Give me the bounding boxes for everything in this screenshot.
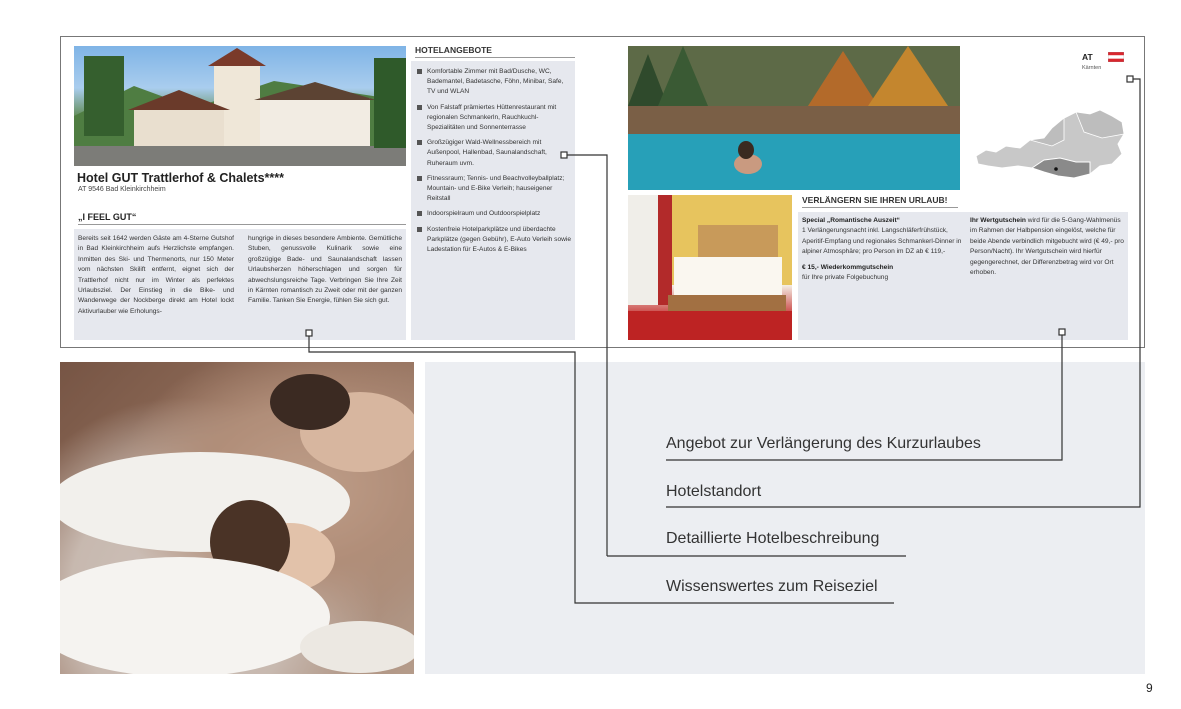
location-region: Kärnten — [1082, 65, 1102, 71]
square-bullet-icon — [417, 140, 422, 145]
legend-item-extension-offer: Angebot zur Verlängerung des Kurzurlaubes — [666, 435, 981, 452]
list-item: Großzügiger Wald-Wellnessbereich mit Außenpool, Hallenbad, Saunalandschaft, Ruheraum uvm. — [417, 138, 573, 169]
austria-flag-icon — [1108, 52, 1124, 62]
hotel-description-col1: Bereits seit 1642 werden Gäste am 4-Sterne Gutshof in Bad Kleinkirchheim aufs Herzlichste empfangen. Inmitten des Ski- und Thermenorts, nur 150 Meter vom nächsten Skilift entfernt, eignet sich der Trattlerhof nicht nur im Winter als perfektes Urlaubsziel. Der Einstieg in die Bike- und Wanderwege der Nockberge direkt am Hotel lockt Aktivurlauber wie Erholungs- — [78, 235, 234, 315]
list-item: Indoorspielraum und Outdoorspielplatz — [417, 209, 573, 219]
legend-item-hotel-description: Detaillierte Hotelbeschreibung — [666, 530, 880, 547]
voucher-title: Ihr Wertgutschein — [970, 217, 1026, 224]
pool-photo — [628, 46, 960, 190]
list-item: Von Falstaff prämiertes Hüttenrestaurant mit regionalen Schmankerln, Rauchkuchl-Spezialitäten und Sonnenterrasse — [417, 103, 573, 134]
legend-item-hotel-location: Hotelstandort — [666, 483, 762, 500]
rebook-title: € 15,- Wiederkommgutschein — [802, 263, 894, 271]
divider — [78, 224, 406, 225]
list-item: Kostenfreie Hotelparkplätze und überdachte Parkplätze (gegen Gebühr), E-Auto Verleih sowie Ladestation für E-Autos & E-Bikes — [417, 225, 573, 256]
square-bullet-icon — [417, 176, 422, 181]
spa-photo — [60, 362, 414, 674]
offers-title: HOTELANGEBOTE — [415, 45, 492, 55]
location-country: AT — [1082, 52, 1093, 62]
voucher-info — [970, 216, 1124, 278]
hotel-tagline: „I FEEL GUT“ — [78, 212, 137, 222]
legend-item-destination-info: Wissenswertes zum Reiseziel — [666, 578, 878, 595]
rebook-text: für Ihre private Folgebuchung — [802, 274, 889, 282]
list-item: Komfortable Zimmer mit Bad/Dusche, WC, Bademantel, Badetasche, Föhn, Minibar, Safe, TV und WLAN — [417, 67, 573, 98]
special-title: Special „Romantische Auszeit“ — [802, 217, 900, 224]
square-bullet-icon — [417, 105, 422, 110]
legend-panel — [425, 362, 1145, 674]
hotel-description-col2: hungrige in dieses besondere Ambiente. Gemütliche Stuben, genussvolle Kulinarik sowie eine großzügige Bade- und Saunalandschaft lassen Urlaubsherzen höherschlagen und sorgen für abwechslungsreiche Tage. Verbringen Sie Ihre Zeit in Kärnten romantisch zu Zweit oder mit der ganzen Familie. Tanken Sie Energie, fühlen Sie sich gut. — [248, 235, 402, 305]
divider — [415, 57, 575, 58]
square-bullet-icon — [417, 69, 422, 74]
square-bullet-icon — [417, 227, 422, 232]
square-bullet-icon — [417, 211, 422, 216]
hotel-address: AT 9546 Bad Kleinkirchheim — [78, 186, 166, 193]
hotel-photo — [74, 46, 406, 166]
offers-list — [417, 67, 573, 260]
hotel-name: Hotel GUT Trattlerhof & Chalets**** — [77, 171, 284, 185]
divider — [802, 207, 958, 208]
special-offer — [802, 216, 962, 283]
voucher-text: wird für die 5-Gang-Wahlmenüs im Rahmen der Halbpension eingelöst, welche für beide Abende verbindlich mitgebucht wird (€ 49,- pro Person/Nacht). Ihr Wertgutschein wird hierfür gegengerechnet, der Differenzbetrag wird vor Ort erhoben. — [970, 217, 1124, 277]
special-text: 1 Verlängerungsnacht inkl. Langschläferfrühstück, Aperitif-Empfang und regionales Schmankerl-Dinner in alpiner Atmosphäre; pro Person im DZ ab € 119,- — [802, 227, 962, 256]
page-number: 9 — [1146, 681, 1153, 695]
room-photo — [628, 195, 792, 340]
extend-title: VERLÄNGERN SIE IHREN URLAUB! — [802, 195, 948, 205]
austria-map-icon — [972, 104, 1128, 184]
list-item: Fitnessraum; Tennis- und Beachvolleyballplatz; Mountain- und E-Bike Verleih; hauseigener Reitstall — [417, 174, 573, 205]
